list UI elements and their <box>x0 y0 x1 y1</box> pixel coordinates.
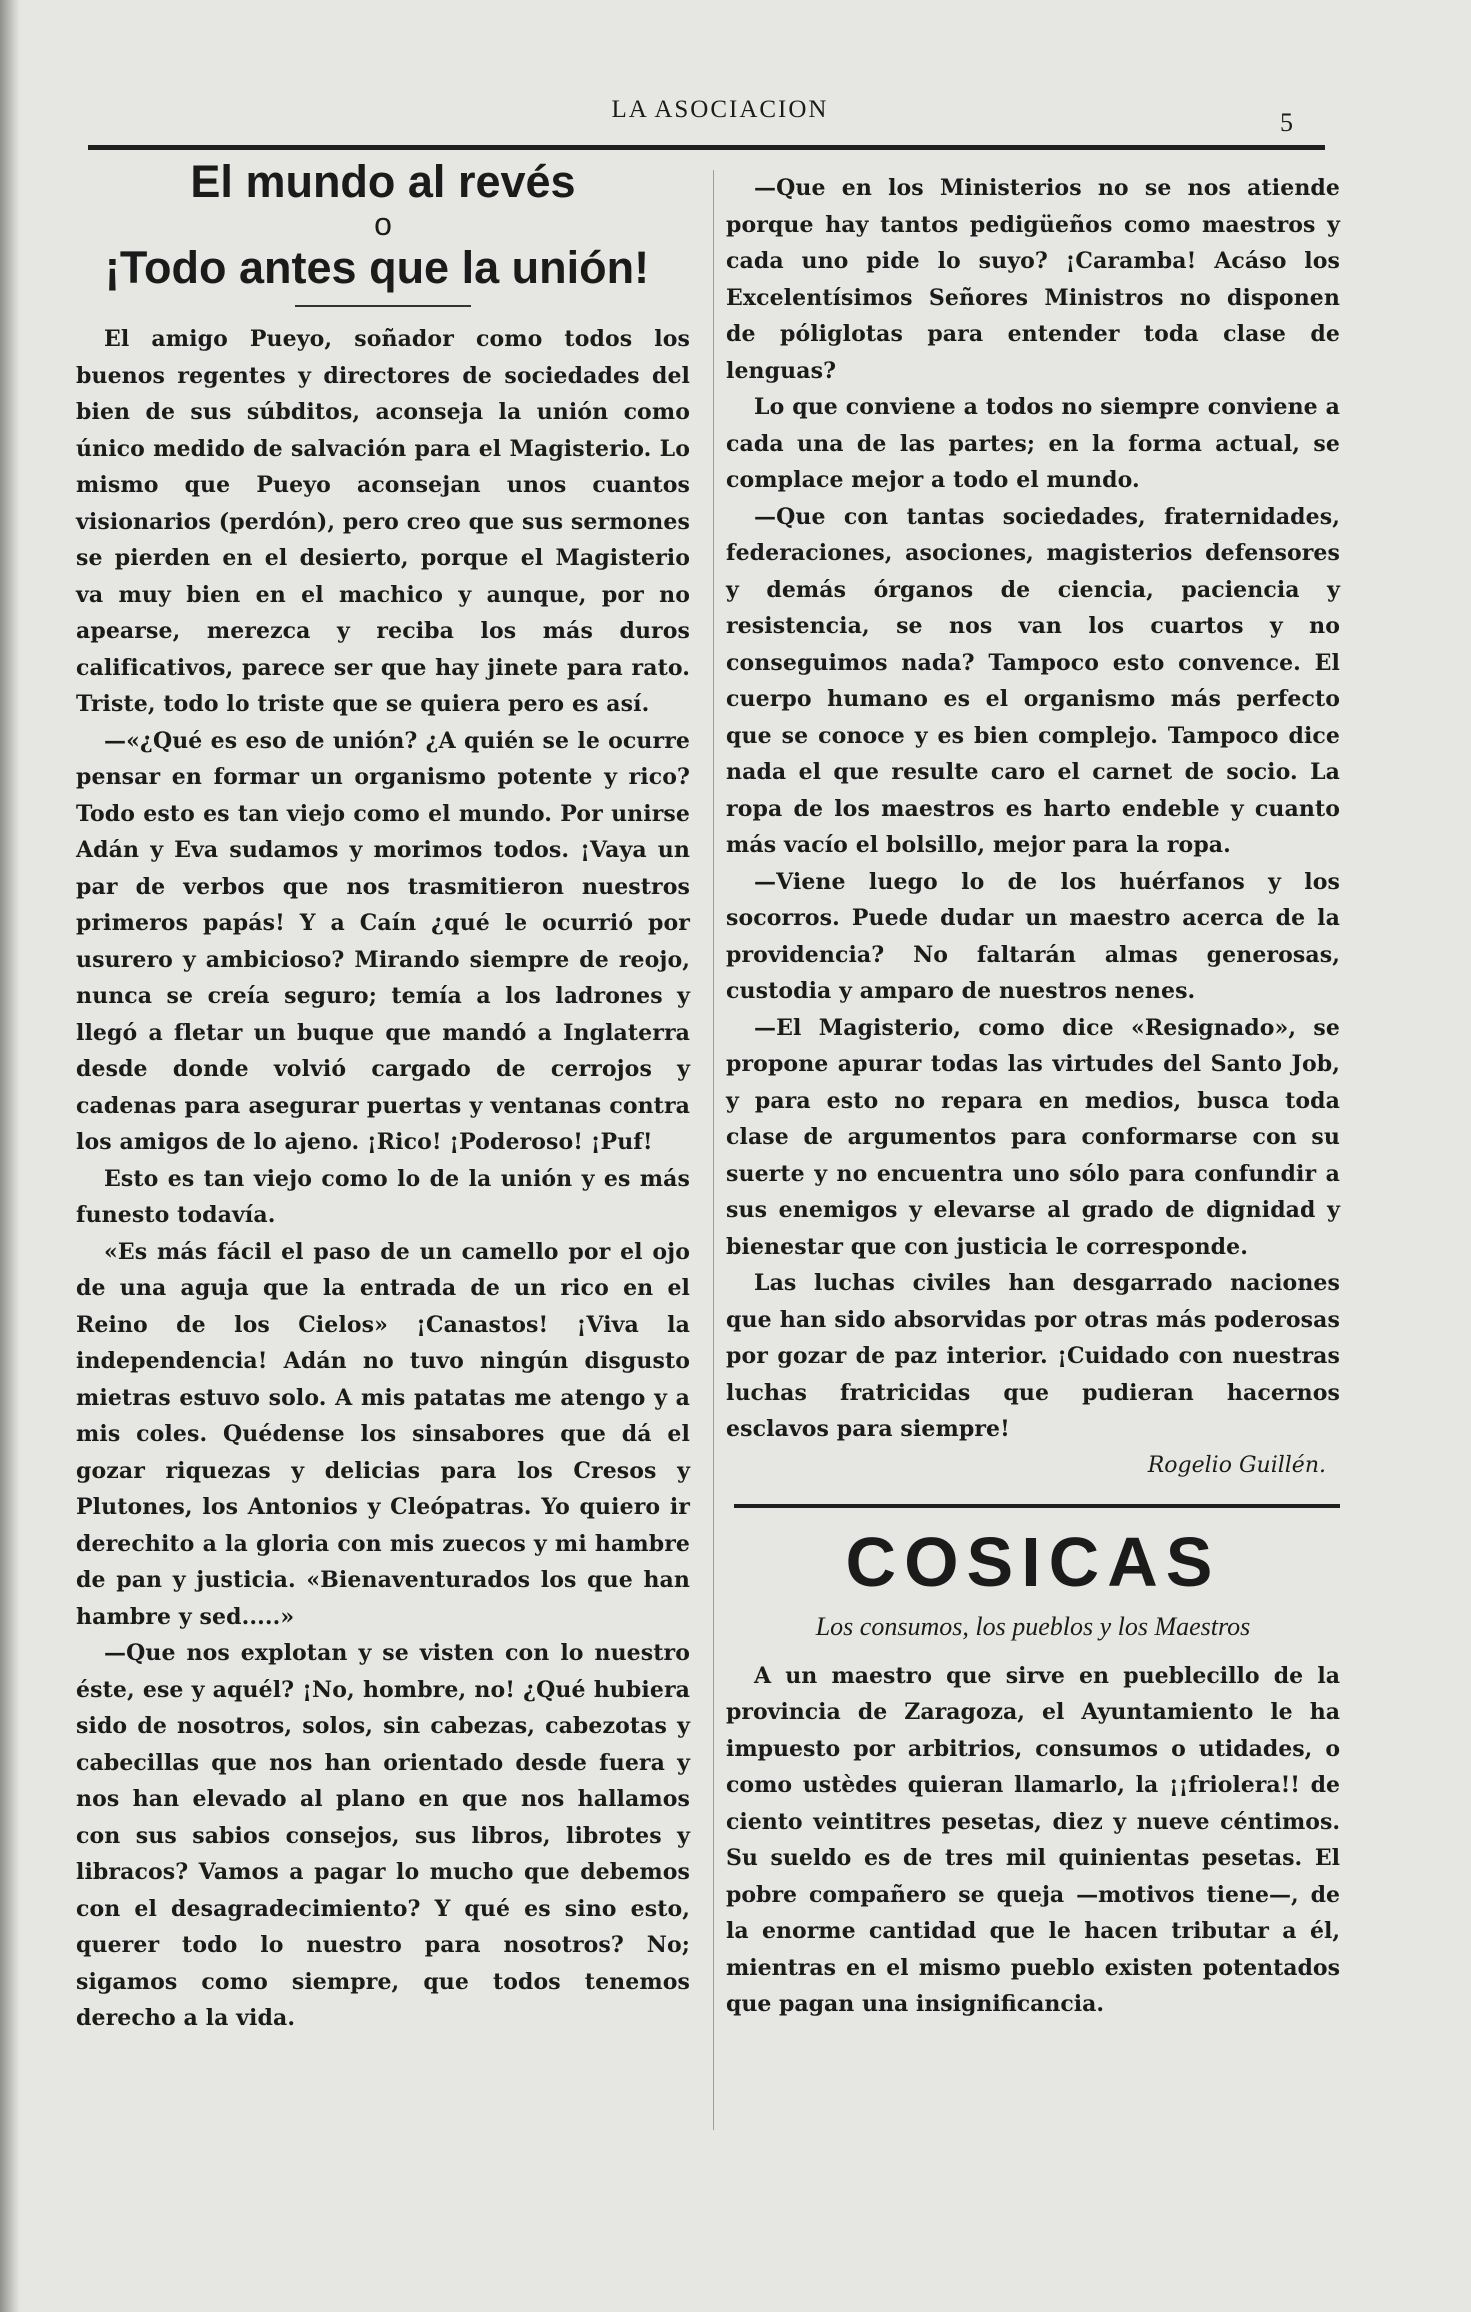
article-paragraph: —«¿Qué es eso de unión? ¿A quién se le ocurre pensar en formar un organismo potente y rico? Todo esto es tan viejo como el mundo. Por unirse Adán y Eva sudamos y morimos todos. ¡Vaya un par de verbos que nos trasmitieron nuestros primeros papás! Y a Caín ¿qué le ocurrió por usurero y ambicioso? Mirando siempre de reojo, nunca se creía seguro; temía a los ladrones y llegó a fletar un buque que mandó a Inglaterra desde donde volvió cargado de cerrojos y cadenas para asegurar puertas y ventanas contra los amigos de lo ajeno. ¡Rico! ¡Poderoso! ¡Puf! <box>76 727 690 1155</box>
article-paragraph: Las luchas civiles han desgarrado naciones que han sido absorvidas por otras más poderosas por gozar de paz interior. ¡Cuidado con nuestras luchas fratricidas que pudieran hacernos esclavos para siempre! <box>726 1270 1340 1442</box>
left-column <box>76 155 690 2037</box>
article-paragraph: —Que nos explotan y se visten con lo nuestro éste, ese y aquél? ¡No, hombre, no! ¿Qué hubiera sido de nosotros, solos, sin cabezas, cabezotas y cabecillas que nos han orientado desde fuera y nos han elevado al plano en que nos hallamos con sus sabios consejos, sus libros, librotes y libracos? Vamos a pagar lo mucho que debemos con el desagradecimiento? Y qué es sino esto, querer todo lo nuestro para nosotros? No; sigamos como siempre, que todos tenemos derecho a la vida. <box>76 1640 690 2031</box>
article-paragraph: —Viene luego lo de los huérfanos y los socorros. Puede dudar un maestro acerca de la providencia? No faltarán almas generosas, custodia y amparo de nuestros nenes. <box>726 868 1340 1004</box>
header-rule <box>88 145 1325 150</box>
article-paragraph: Esto es tan viejo como lo de la unión y es más funesto todavía. <box>76 1165 690 1228</box>
article-conjunction: o <box>374 206 392 242</box>
title-rule <box>295 305 471 307</box>
article-paragraph: —Que con tantas sociedades, fraternidades, federaciones, asociones, magisterios defensores y demás órganos de ciencia, paciencia y resistencia, se nos van los cuartos y no conseguimos nada? Tampoco esto convence. El cuerpo humano es el organismo más perfecto que se conoce y es bien complejo. Tampoco dice nada el que resulte caro el carnet de socio. La ropa de los maestros es harto endeble y cuanto más vacío el bolsillo, mejor para la ropa. <box>726 503 1340 858</box>
column-divider <box>713 170 714 2130</box>
right-column <box>726 170 1340 2023</box>
article-paragraph: —El Magisterio, como dice «Resignado», se propone apurar todas las virtudes del Santo Job, y para esto no repara en medios, busca toda clase de argumentos para conformarse con su suerte y no encuentra uno sólo para confundir a sus enemigos y elevarse al grado de dignidad y bienestar que con justicia le corresponde. <box>726 1014 1340 1260</box>
section-title: COSICAS <box>845 1522 1221 1601</box>
article-paragraph: —Que en los Ministerios no se nos atiende porque hay tantos pedigüeños como maestros y cada uno pide lo suyo? ¡Caramba! Acáso los Excelentísimos Señores Ministros no disponen de póliglotas para entender toda clase de lenguas? <box>726 175 1340 384</box>
article-paragraph: «Es más fácil el paso de un camello por el ojo de una aguja que la entrada de un rico en el Reino de los Cielos» ¡Canastos! ¡Viva la independencia! Adán no tuvo ningún disgusto mietras estuvo solo. A mis patatas me atengo y a mis coles. Quédense los sinsabores que dá el gozar riquezas y delicias para los Cresos y Plutones, los Antonios y Cleópatras. Yo quiero ir derechito a la gloria con mis zuecos y mi hambre de pan y justicia. «Bienaventurados los que han hambre y sed.....» <box>76 1238 690 1630</box>
section-subheading: Los consumos, los pueblos y los Maestros <box>815 1611 1251 1641</box>
newspaper-title: LA ASOCIACION <box>611 96 829 123</box>
section-paragraph: A un maestro que sirve en pueblecillo de la provincia de Zaragoza, el Ayuntamiento le ha impuesto por arbitrios, consumos o utidades, o como ustèdes quieran llamarlo, la ¡¡friolera!! de ciento veintitres pesetas, diez y nueve céntimos. Su sueldo es de tres mil quinientas pesetas. El pobre compañero se queja —motivos tiene—, de la enorme cantidad que le hacen tributar a él, mientras en el mismo pueblo existen potentados que pagan una insignificancia. <box>726 1662 1340 2017</box>
page-edge <box>0 0 20 2312</box>
article-title: El mundo al revés <box>190 156 576 207</box>
section-rule <box>734 1504 1340 1508</box>
page-number: 5 <box>1280 108 1293 137</box>
article-paragraph: El amigo Pueyo, soñador como todos los buenos regentes y directores de sociedades del bien de sus súbditos, aconseja la unión como único medido de salvación para el Magisterio. Lo mismo que Pueyo aconsejan unos cuantos visionarios (perdón), pero creo que sus sermones se pierden en el desierto, porque el Magisterio va muy bien en el machico y aunque, por no apearse, merezca y reciba los más duros calificativos, parece ser que hay jinete para rato. Triste, todo lo triste que se quiera pero es así. <box>76 326 690 717</box>
article-paragraph: Lo que conviene a todos no siempre conviene a cada una de las partes; en la forma actual, se complace mejor a todo el mundo. <box>726 394 1340 493</box>
author-signature: Rogelio Guillén. <box>1147 1452 1326 1478</box>
article-subtitle: ¡Todo antes que la unión! <box>104 242 650 293</box>
